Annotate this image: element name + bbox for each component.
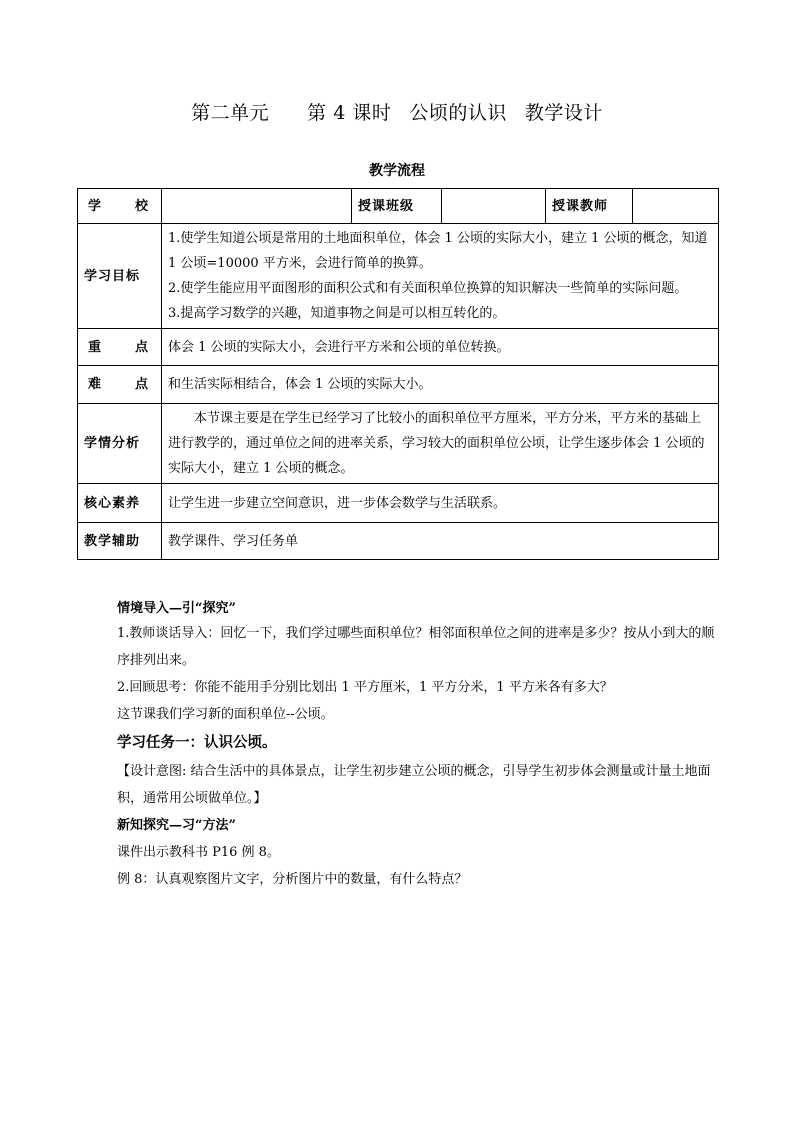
aids-content: 教学课件、学习任务单	[162, 523, 719, 560]
key-point-content: 体会 1 公顷的实际大小，会进行平方米和公顷的单位转换。	[162, 329, 719, 366]
document-title	[0, 98, 794, 125]
objective-3: 3.提高学习数学的兴趣，知道事物之间是可以相互转化的。	[168, 306, 506, 321]
table-row-school	[78, 189, 719, 224]
intro-heading: 情境导入—引“探究”	[117, 601, 236, 616]
table-row-literacy	[78, 484, 719, 523]
title-lesson: 第 4 课时	[307, 102, 392, 124]
objective-2: 2.使学生能应用平面图形的面积公式和有关面积单位换算的知识解决一些简单的实际问题。	[168, 281, 688, 296]
task-1-heading: 学习任务一：认识公顷。	[117, 734, 277, 751]
title-unit: 第二单元	[191, 102, 270, 124]
intro-step-2: 2.回顾思考：你能不能用手分别比划出 1 平方厘米，1 平方分米，1 平方米各有多大？	[117, 680, 613, 695]
teacher-label: 授课教师	[546, 189, 633, 224]
school-label: 学 校	[78, 189, 162, 224]
design-intent: 【设计意图: 结合生活中的具体景点，让学生初步建立公顷的概念，引导学生初步体会测量或计量土地面积，通常用公顷做单位。】	[117, 764, 711, 806]
intro-step-1: 1.教师谈话导入：回忆一下，我们学过哪些面积单位？相邻面积单位之间的进率是多少？按从小到大的顺序排列出来。	[117, 626, 715, 668]
objectives-content	[162, 224, 719, 329]
title-doc-type: 教学设计	[524, 102, 603, 124]
literacy-label: 核心素养	[78, 484, 162, 523]
table-row-difficulty	[78, 366, 719, 404]
lesson-body	[117, 598, 717, 893]
teacher-value-cell[interactable]	[633, 189, 719, 224]
table-row-key-point	[78, 329, 719, 366]
explore-heading: 新知探究—习“方法”	[117, 818, 236, 833]
lesson-plan-table	[77, 188, 719, 560]
analysis-label: 学情分析	[78, 404, 162, 484]
class-label: 授课班级	[352, 189, 442, 224]
literacy-content: 让学生进一步建立空间意识，进一步体会数学与生活联系。	[162, 484, 719, 523]
difficulty-content: 和生活实际相结合，体会 1 公顷的实际大小。	[162, 366, 719, 404]
intro-step-3: 这节课我们学习新的面积单位--公顷。	[117, 707, 334, 722]
objective-1: 1.使学生知道公顷是常用的土地面积单位，体会 1 公顷的实际大小，建立 1 公顷的概念，知道 1 公顷=10000 平方米，会进行简单的换算。	[168, 231, 708, 271]
explore-step-1: 课件出示教科书 P16 例 8。	[117, 845, 280, 860]
section-subtitle: 教学流程	[369, 163, 425, 179]
analysis-content: 本节课主要是在学生已经学习了比较小的面积单位平方厘米，平方分米，平方米的基础上进行教学的，通过单位之间的进率关系，学习较大的面积单位公顷，让学生逐步体会 1 公顷的实际大小，建立 1 公顷的概念。	[162, 404, 719, 484]
table-row-objectives	[78, 224, 719, 329]
title-topic: 公顷的认识	[409, 102, 507, 124]
school-value-cell[interactable]	[162, 189, 352, 224]
table-row-aids	[78, 523, 719, 560]
objectives-label: 学习目标	[78, 224, 162, 329]
class-value-cell[interactable]	[442, 189, 546, 224]
difficulty-label: 难 点	[78, 366, 162, 404]
table-row-analysis	[78, 404, 719, 484]
key-point-label: 重 点	[78, 329, 162, 366]
explore-step-2: 例 8：认真观察图片文字，分析图片中的数量，有什么特点？	[117, 872, 468, 887]
aids-label: 教学辅助	[78, 523, 162, 560]
